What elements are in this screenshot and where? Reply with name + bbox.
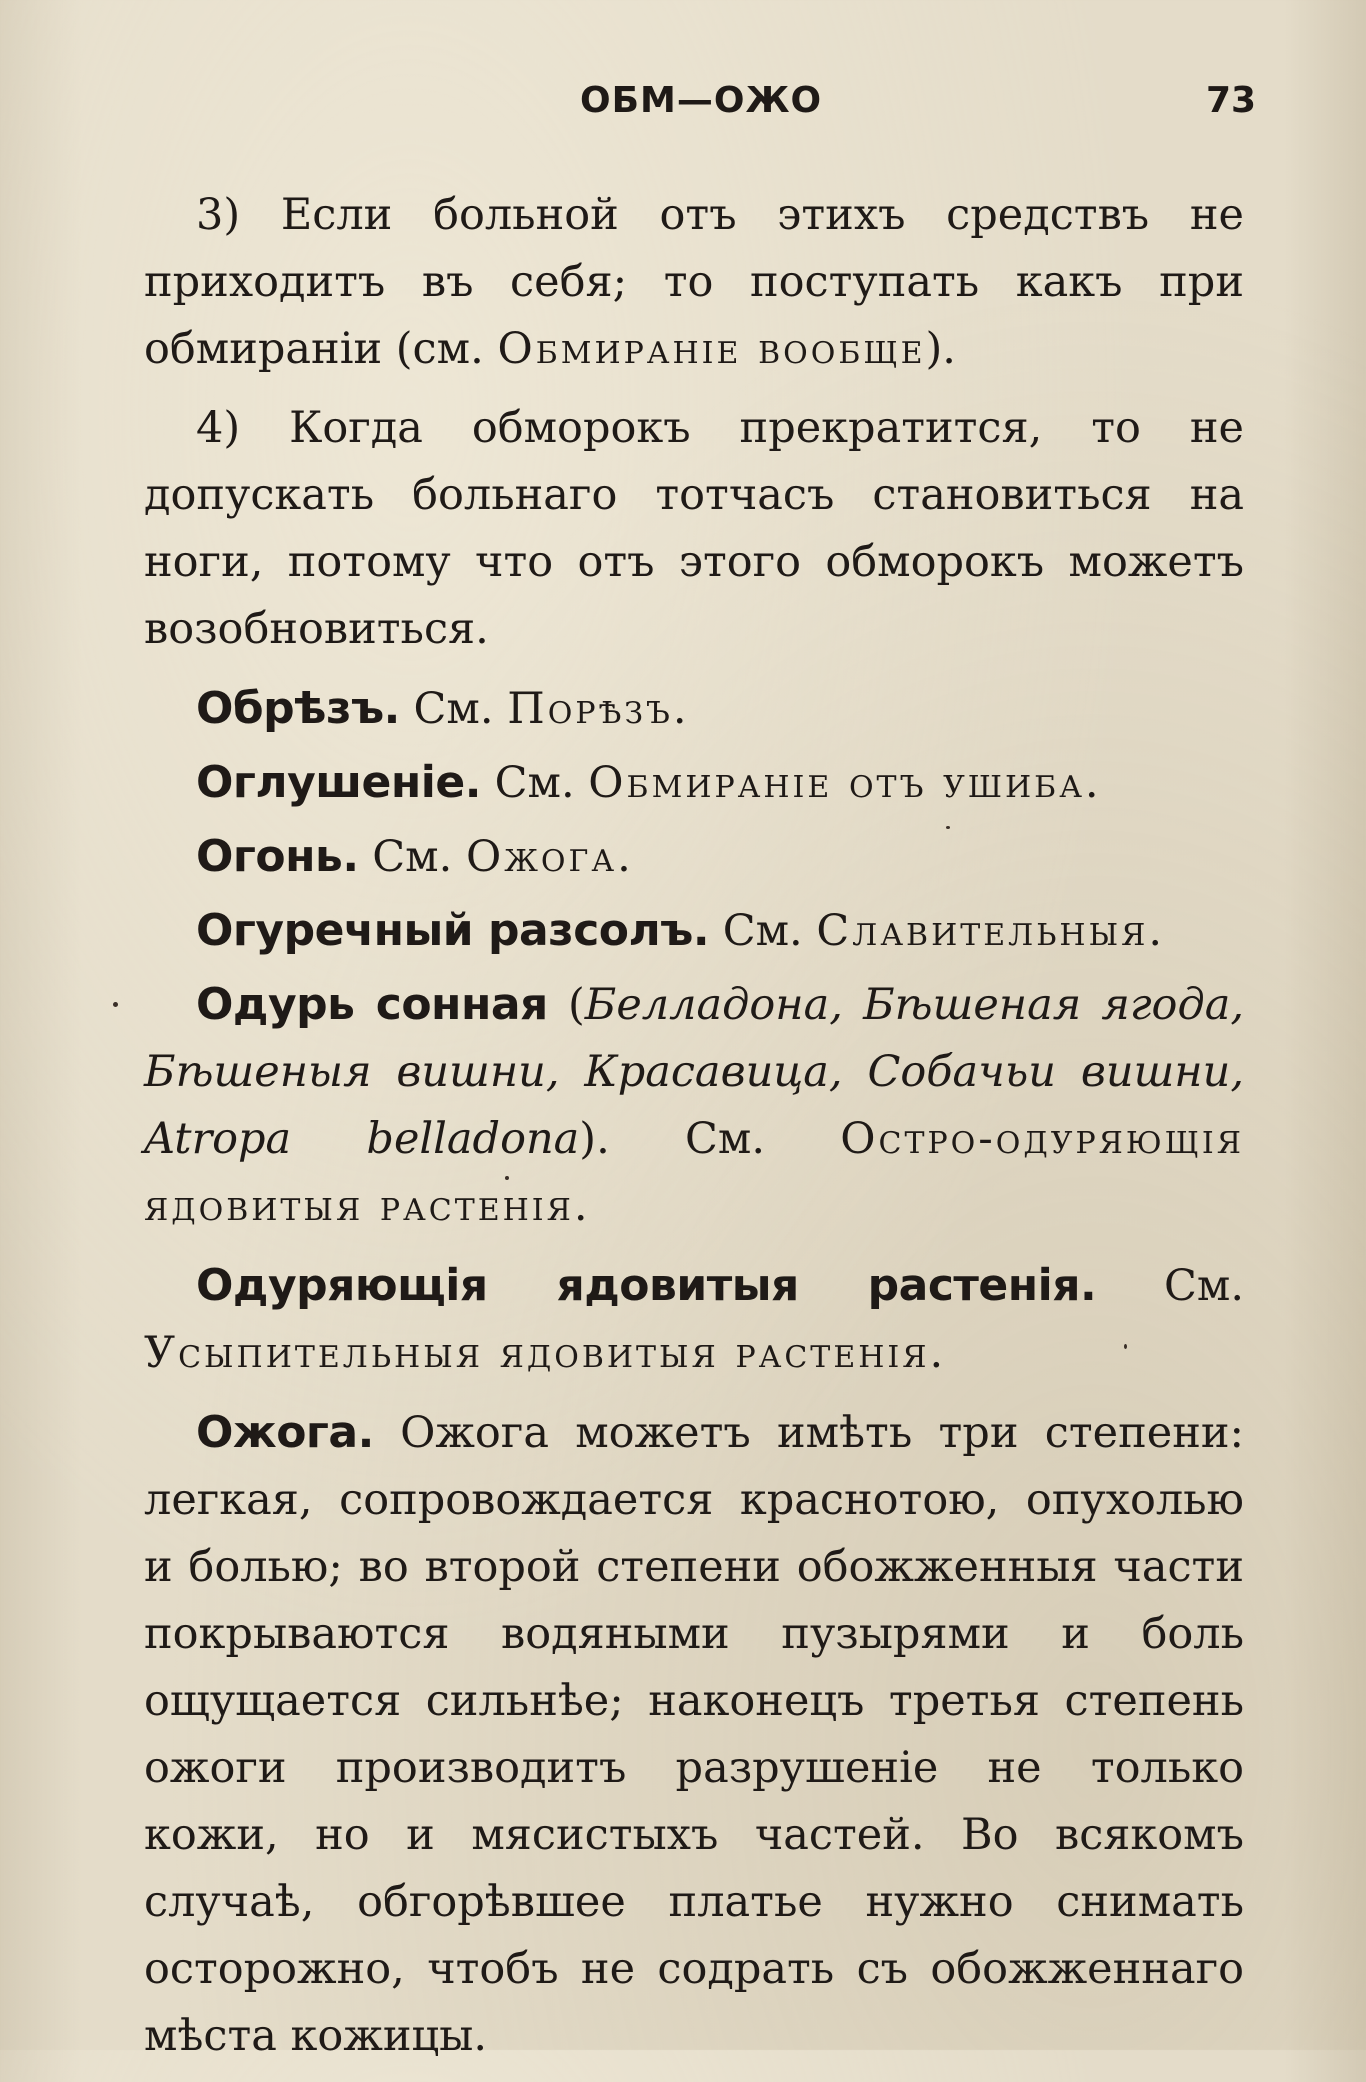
entry-term: Огуречный разсолъ. bbox=[196, 905, 710, 956]
running-title: ОБМ—ОЖО bbox=[580, 80, 823, 121]
cross-reference: Славительныя. bbox=[816, 906, 1166, 956]
speck bbox=[1124, 1344, 1127, 1349]
entry-oglushenie bbox=[144, 749, 1244, 817]
speck bbox=[113, 1002, 118, 1007]
cross-reference: Остро-одуряющія ядовитыя растенія. bbox=[144, 1114, 1244, 1231]
see-label: См. bbox=[1163, 1261, 1244, 1311]
cross-reference: Ожога. bbox=[465, 832, 634, 882]
entry-oduryayushchiya bbox=[144, 1252, 1244, 1387]
see-label: См. bbox=[372, 832, 453, 882]
cross-reference: Порѣзъ. bbox=[507, 684, 690, 734]
paragraph-4-text: 4) Когда обморокъ прекратится, то не допускать больнаго тотчасъ становиться на ноги, потому что отъ этого обморокъ можетъ возобновиться. bbox=[144, 403, 1244, 654]
entry-odur: Одурь сонная (Белладона, Бѣшеная ягода, Бѣшеныя вишни, Красавица, Собачьи вишни, Atropa belladona). См. Остро-одуряющія ядовитыя растенія. bbox=[144, 979, 1245, 1231]
page-body bbox=[144, 182, 1244, 2082]
cross-reference: Обмираніе отъ ушиба. bbox=[588, 758, 1102, 808]
entry-synonyms: Белладона, Бѣшеная ягода, Бѣшеныя вишни, Красавица, Собачьи вишни, Atropa belladona bbox=[144, 980, 1245, 1164]
entry-term: Огонь. bbox=[196, 831, 359, 882]
speck bbox=[946, 826, 950, 829]
paragraph-4 bbox=[144, 395, 1244, 663]
see-label: См. bbox=[413, 684, 494, 734]
paragraph-3-end: ). bbox=[925, 324, 956, 374]
page-number: 73 bbox=[1206, 80, 1257, 121]
see-label: См. bbox=[722, 906, 803, 956]
cross-reference: Усыпительныя ядовитыя растенія. bbox=[144, 1328, 947, 1378]
entry-ozhoga bbox=[144, 1399, 1244, 2070]
entry-term: Ожога. bbox=[196, 1407, 374, 1458]
speck bbox=[505, 1176, 509, 1180]
entry-obrez bbox=[144, 675, 1244, 743]
entry-ogon bbox=[144, 823, 1244, 891]
paragraph-3-reference: Обмираніе вообще bbox=[497, 324, 926, 374]
entry-term: Одуряющія ядовитыя растенія. bbox=[196, 1260, 1097, 1311]
entry-term: Обрѣзъ. bbox=[196, 683, 400, 734]
paragraph-3-text: 3) Если больной отъ этихъ средствъ не приходитъ въ себя; то поступать какъ при обмираніи (см. bbox=[144, 190, 1244, 374]
see-label: См. bbox=[494, 758, 575, 808]
entry-ogurechny bbox=[144, 897, 1244, 965]
entry-term: Одурь сонная bbox=[196, 979, 548, 1030]
entry-term: Оглушеніе. bbox=[196, 757, 481, 808]
entry-text: Ожога можетъ имѣть три степени: легкая, сопровождается краснотою, опухолью и болью; во второй степени обожженныя части покрываются водяными пузырями и боль ощущается сильнѣе; наконецъ третья степень ожоги производитъ разрушеніе не только кожи, но и мясистыхъ частей. Во всякомъ случаѣ, обгорѣвшее платье нужно снимать осторожно, чтобъ не содрать съ обожженнаго мѣста кожицы. bbox=[144, 1408, 1244, 2061]
paragraph-3 bbox=[144, 182, 1244, 383]
see-label: См. bbox=[685, 1114, 766, 1164]
